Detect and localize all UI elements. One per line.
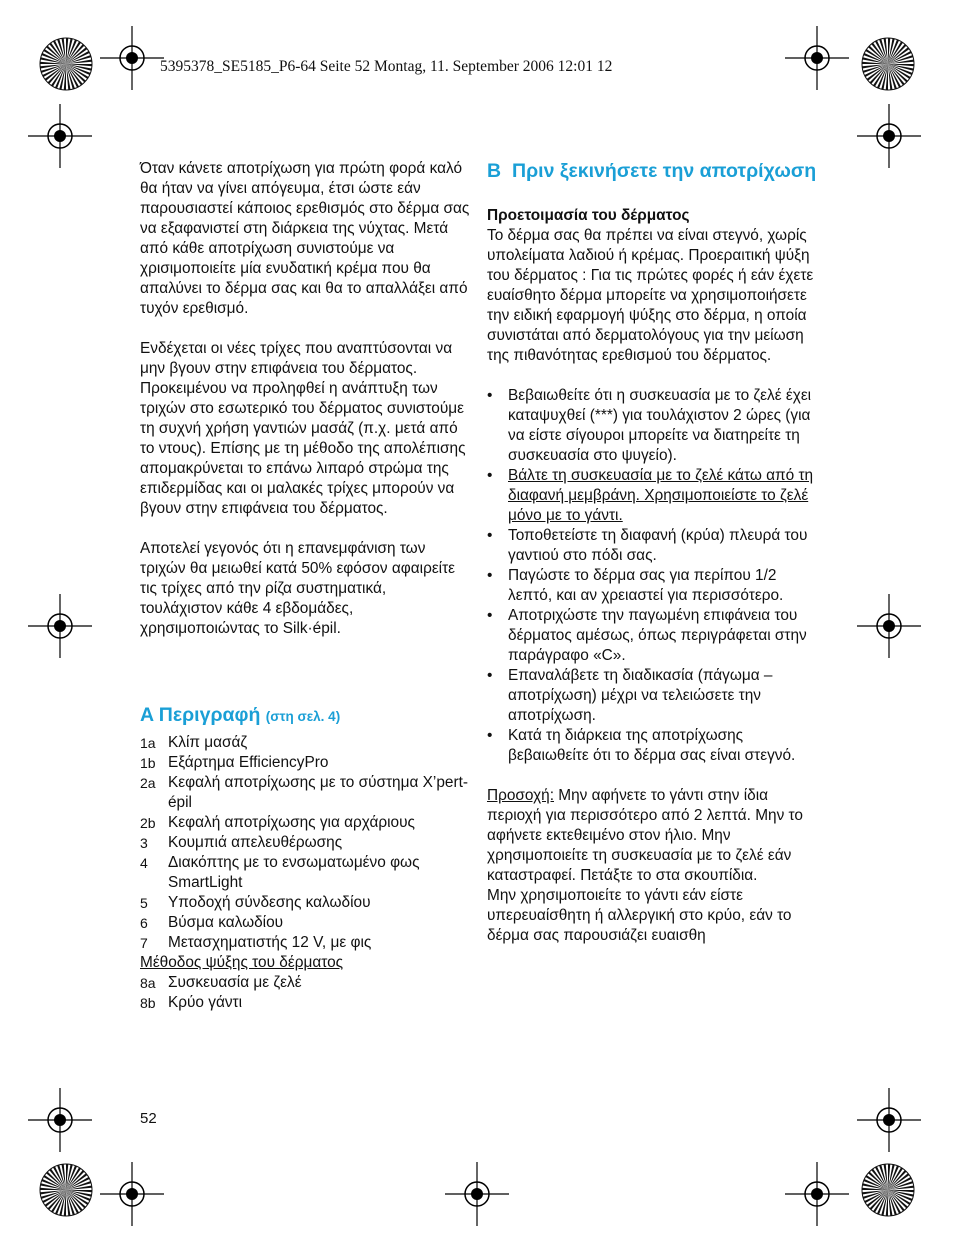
list-item: [487, 566, 817, 606]
right-column: [487, 159, 817, 946]
list-item: [140, 813, 470, 833]
caution-paragraph: [487, 786, 817, 886]
list-item: [140, 913, 470, 933]
registration-mark-icon: [857, 104, 921, 168]
list-item-text: Βεβαιωθείτε ότι η συσκευασία με το ζελέ έχει καταψυχθεί (***) για τουλάχιστον 2 ώρες (για να είστε σίγουροι μπορείτε να διατηρείτε τη συσκευασία στο ψυγείο).: [508, 387, 812, 464]
starburst-mark-icon: [860, 36, 916, 92]
list-item-text: Παγώστε το δέρμα σας για περίπου 1/2 λεπτό, και αν χρειαστεί για περισσότερο.: [508, 567, 784, 604]
part-label: Κεφαλή αποτρίχωσης για αρχάριους: [168, 814, 415, 831]
registration-mark-icon: [857, 594, 921, 658]
starburst-mark-icon: [38, 1162, 94, 1218]
list-item: [140, 993, 470, 1013]
parts-list: [140, 733, 470, 953]
registration-mark-icon: [785, 1162, 849, 1226]
section-title: Περιγραφή: [158, 704, 261, 726]
list-item: [487, 466, 817, 526]
registration-mark-icon: [28, 1088, 92, 1152]
section-b-heading: [487, 159, 817, 184]
cooling-parts-list: [140, 973, 470, 1013]
registration-mark-icon: [785, 26, 849, 90]
list-item: [140, 973, 470, 993]
instructions-list: [487, 386, 817, 766]
registration-mark-icon: [857, 1088, 921, 1152]
list-item: [140, 853, 470, 893]
part-number: 2a: [140, 775, 156, 791]
section-letter: B: [487, 160, 502, 182]
list-item-text: Κατά τη διάρκεια της αποτρίχωσης βεβαιωθείτε ότι το δέρμα σας είναι στεγνό.: [508, 727, 796, 764]
part-number: 3: [140, 835, 148, 851]
list-item: [487, 666, 817, 726]
part-number: 8b: [140, 995, 156, 1011]
part-label: Κουμπιά απελευθέρωσης: [168, 834, 343, 851]
list-item: [140, 753, 470, 773]
part-label: Κεφαλή αποτρίχωσης με το σύστημα X’pert-épil: [168, 774, 468, 811]
list-item: [140, 833, 470, 853]
section-title: Πριν ξεκινήσετε την αποτρίχωση: [512, 160, 817, 182]
part-number: 1a: [140, 735, 156, 751]
list-item: [487, 726, 817, 766]
starburst-mark-icon: [860, 1162, 916, 1218]
part-label: Υποδοχή σύνδεσης καλωδίου: [168, 894, 371, 911]
paragraph: Ενδέχεται οι νέες τρίχες που αναπτύσονται να μην βγουν στην επιφάνεια του δέρματος. Προκειμένου να προληφθεί η ανάπτυξη των τριχών στο εσωτερικό του δέρματος συνιστούμε τη συχνή χρήση γαντιών μασάζ (π.χ. μετά από το ντους). Επίσης με τη μέθοδο της απολέπισης απομακρύνεται το επάνω λιπαρό στρώμα της επιδερμίδας και οι μαλακές τρίχες μπορούν να βγουν στην επιφάνεια του δέρματος.: [140, 340, 466, 517]
list-item-text: Βάλτε τη συσκευασία με το ζελέ κάτω από τη διαφανή μεμβράνη. Χρησιμοποιείστε το ζελέ μόνο με το γάντι.: [508, 467, 814, 524]
paragraph: Αποτελεί γεγονός ότι η επανεμφάνιση των τριχών θα μειωθεί κατά 50% εφόσον αφαιρείτε τις τρίχες από την ρίζα συστηματικά, τουλάχιστον κάθε 4 εβδομάδες, χρησιμοποιώντας το Silk·épil.: [140, 540, 456, 637]
paragraph: Όταν κάνετε αποτρίχωση για πρώτη φορά καλό θα ήταν να γίνει απόγευμα, έτσι ώστε εάν παρουσιαστεί κάποιος ερεθισμός στο δέρμα σας να εξαφανιστεί στη διάρκεια της νύχτας. Μετά από κάθε αποτρίχωση συνιστούμε να χρισιμοποιείτε μία ενυδατική κρέμα που θα απαλύνει το δέρμα σας και θα το απαλλάξει από τυχόν ερεθισμό.: [140, 160, 470, 317]
registration-mark-icon: [100, 1162, 164, 1226]
part-number: 7: [140, 935, 148, 951]
list-item: [140, 773, 470, 813]
part-number: 5: [140, 895, 148, 911]
registration-mark-icon: [100, 26, 164, 90]
paragraph: Το δέρμα σας θα πρέπει να είναι στεγνό, χωρίς υπολείματα λαδιού ή κρέμας. Προεραιτική ψύξη του δέρματος : Για τις πρώτες φορές ή εάν έχετε ευαίσθητο δέρμα μπορείτε να χρησιμοποιήσετε την ειδική εφαρμογή ψύξης στο δέρμα, η οποία συνιστάται από δερματολόγους για την μείωση της πιθανότητας ερεθισμού του δέρματος.: [487, 227, 814, 364]
subheading: Προετοιμασία του δέρματος: [487, 207, 690, 224]
part-label: Συσκευασία με ζελέ: [168, 974, 302, 991]
list-item-text: Αποτριχώστε την παγωμένη επιφάνεια του δέρματος αμέσως, όπως περιγράφεται στην παράγραφο «C».: [508, 607, 807, 664]
part-number: 4: [140, 855, 148, 871]
part-label: Βύσμα καλωδίου: [168, 914, 284, 931]
page-number: 52: [140, 1110, 157, 1127]
part-label: Εξάρτημα EfficiencyPro: [168, 754, 329, 771]
section-letter: A: [140, 704, 154, 726]
list-item-text: Επαναλάβετε τη διαδικασία (πάγωμα – αποτρίχωση) μέχρι να τελειώσετε την αποτρίχωση.: [508, 667, 773, 724]
list-item: [487, 606, 817, 666]
starburst-mark-icon: [38, 36, 94, 92]
print-slug-line: 5395378_SE5185_P6-64 Seite 52 Montag, 11. September 2006 12:01 12: [160, 58, 613, 75]
left-column: [140, 159, 470, 1013]
list-item: [140, 733, 470, 753]
list-item: [487, 386, 817, 466]
list-item: [487, 526, 817, 566]
registration-mark-icon: [445, 1162, 509, 1226]
registration-mark-icon: [28, 104, 92, 168]
caution-text: Μην αφήνετε το γάντι στην ίδια περιοχή για περισσότερο από 2 λεπτά. Μην το αφήνετε εκτεθειμένο στον ήλιο. Μην χρησιμοποιείτε τη συσκευασία με το ζελέ εάν καταστραφεί. Πετάξτε το στα σκουπίδια.: [487, 787, 803, 884]
registration-mark-icon: [28, 594, 92, 658]
part-number: 2b: [140, 815, 156, 831]
part-label: Κλίπ μασάζ: [168, 734, 248, 751]
part-label: Μετασχηματιστής 12 V, με φις: [168, 934, 372, 951]
list-item-text: Τοποθετείστε τη διαφανή (κρύα) πλευρά του γαντιού στο πόδι σας.: [508, 527, 808, 564]
caution-label: Προσοχή:: [487, 787, 554, 804]
part-label: Διακόπτης με το ενσωματωμένο φως SmartLight: [168, 854, 420, 891]
list-item: [140, 893, 470, 913]
part-label: Κρύο γάντι: [168, 994, 243, 1011]
section-a-heading: [140, 703, 470, 729]
cooling-method-heading: Μέθοδος ψύξης του δέρματος: [140, 954, 344, 971]
paragraph: Μην χρησιμοποιείτε το γάντι εάν είστε υπερευαίσθητη ή αλλεργική στο κρύο, εάν το δέρμα σας παρουσιάζει ευαισθη: [487, 887, 792, 944]
part-number: 8a: [140, 975, 156, 991]
part-number: 1b: [140, 755, 156, 771]
section-page-ref: (στη σελ. 4): [265, 709, 341, 724]
part-number: 6: [140, 915, 148, 931]
list-item: [140, 933, 470, 953]
